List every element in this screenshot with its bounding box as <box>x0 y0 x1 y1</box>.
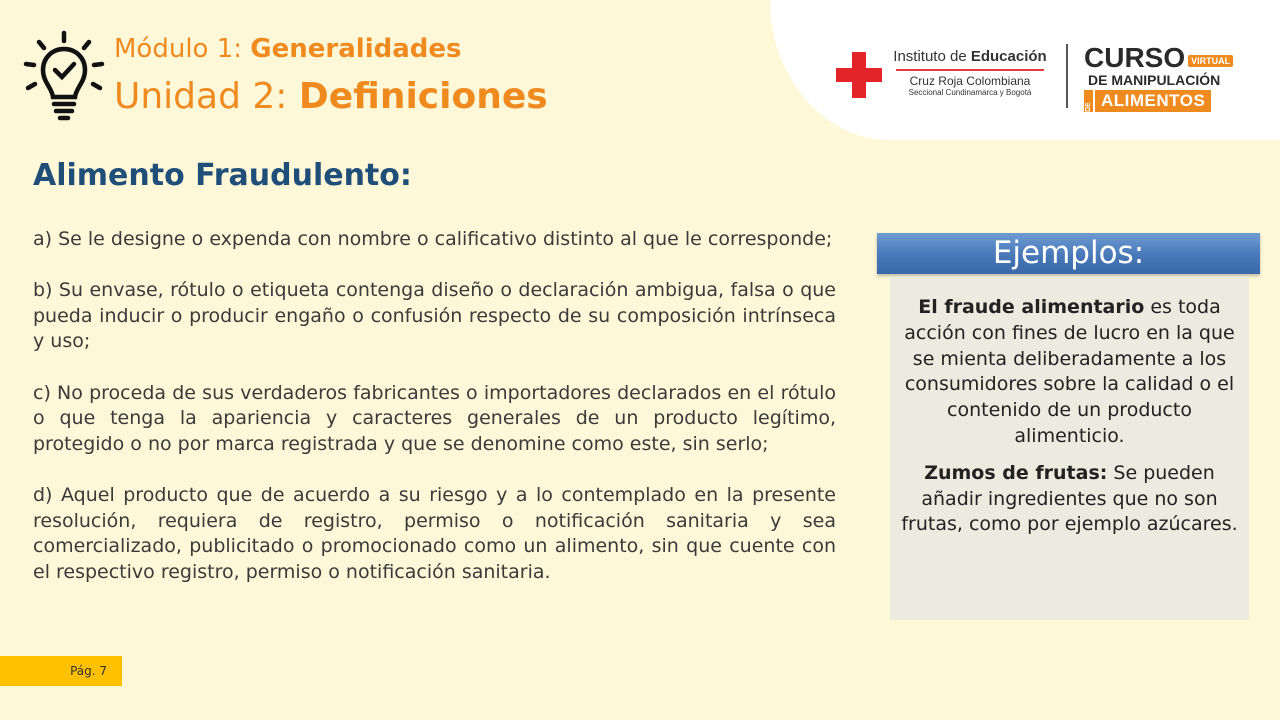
unit-name: Definiciones <box>298 76 548 117</box>
definition-list <box>33 227 836 585</box>
module-title <box>114 34 461 64</box>
page-number: Pág. 7 <box>0 656 122 686</box>
course-logo-alimentos: ALIMENTOS <box>1095 90 1211 112</box>
example-1-bold: El fraude alimentario <box>918 296 1145 318</box>
red-cross-icon <box>836 52 882 98</box>
definition-item-d: d) Aquel producto que de acuerdo a su riesgo y a lo contemplado en la presente resolución, requiera de registro, permiso o notificación sanitaria y sea comercializado, publicitado o promocionado como un alimento, sin que cuente con el respectivo registro, permiso o notificación sanitaria. <box>33 483 836 583</box>
definition-item-a: a) Se le designe o expenda con nombre o calificativo distinto al que le corresponde; <box>33 228 833 250</box>
course-logo-line2: DE MANIPULACIÓN <box>1088 72 1221 88</box>
logo-divider <box>1066 44 1068 108</box>
examples-box <box>890 277 1249 620</box>
example-2-text: Se pueden añadir ingredientes que no son frutas, como por ejemplo azúcares. <box>901 461 1238 536</box>
module-prefix: Módulo 1: <box>114 34 251 64</box>
course-logo <box>1084 44 1236 112</box>
lightbulb-check-icon <box>22 30 106 122</box>
institution-name: Cruz Roja Colombiana <box>909 74 1031 88</box>
definition-item-b: b) Su envase, rótulo o etiqueta contenga diseño o declaración ambigua, falsa o que pueda inducir o producir engaño o confusión respecto de su composición intrínseca y uso; <box>33 279 836 353</box>
institution-title-prefix: Instituto de <box>893 48 971 65</box>
example-2 <box>900 461 1239 538</box>
course-logo-curso: CURSO <box>1084 42 1186 73</box>
example-2-bold: Zumos de frutas: <box>924 461 1108 484</box>
institution-title-bold: Educación <box>970 48 1047 65</box>
definition-item-c: c) No proceda de sus verdaderos fabricantes o importadores declarados en el rótulo o que tenga la apariencia y caracteres generales de un producto legítimo, protegido o no por marca registrada y que se denomine como este, sin serlo; <box>33 381 836 455</box>
unit-title <box>114 76 548 117</box>
unit-prefix: Unidad 2: <box>114 76 299 117</box>
course-logo-de: DE <box>1084 90 1093 112</box>
institution-subtitle: Seccional Cundinamarca y Bogotá <box>908 88 1032 97</box>
institution-title <box>890 48 1050 65</box>
institution-logo <box>890 48 1050 97</box>
course-logo-virtual: VIRTUAL <box>1188 55 1233 67</box>
example-1 <box>900 295 1239 450</box>
section-heading: Alimento Fraudulento: <box>33 158 412 193</box>
institution-divider <box>896 69 1044 71</box>
module-name: Generalidades <box>250 34 462 64</box>
example-1-text: es toda acción con fines de lucro en la que se mienta deliberadamente a los consumidores sobre la calidad o el contenido de un producto alimenticio. <box>904 296 1235 447</box>
examples-title: Ejemplos: <box>877 233 1260 274</box>
